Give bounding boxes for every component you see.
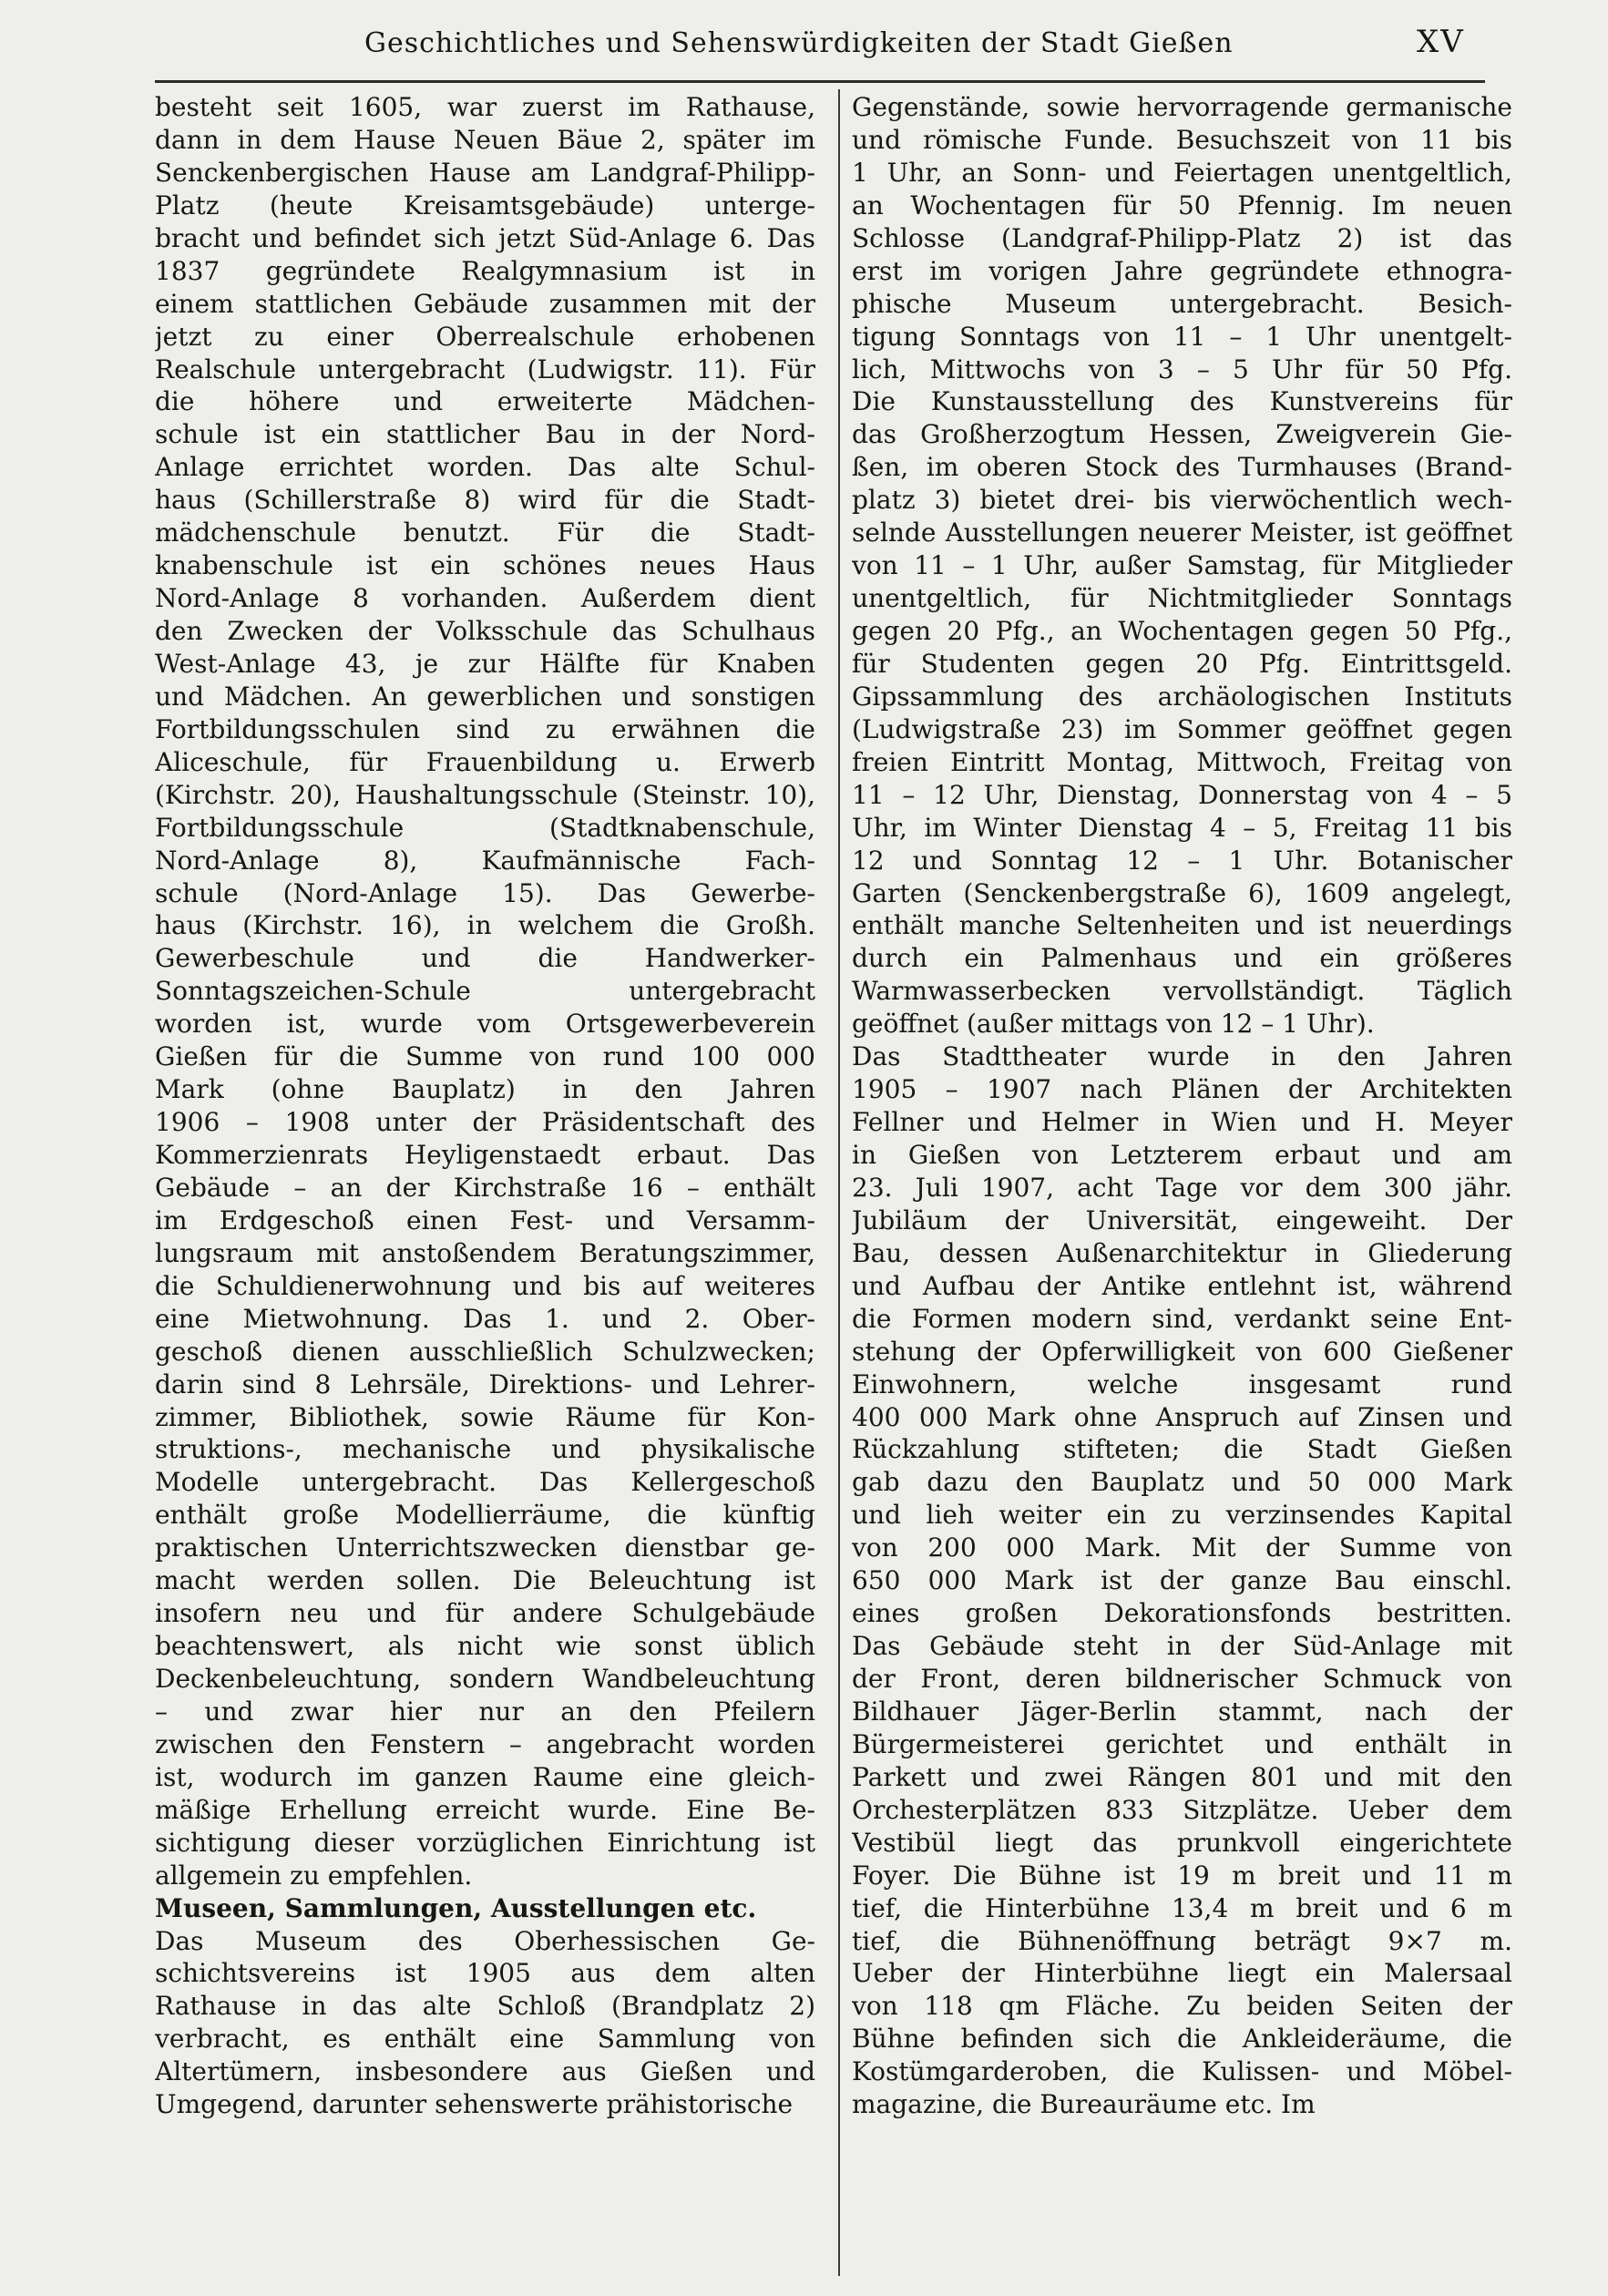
right-column-line: 650 000 Mark ist der ganze Bau einschl. [852,1565,1512,1596]
left-column-line: struktions-, mechanische und physikalische [155,1434,815,1465]
right-column-line: Bildhauer Jäger-Berlin stammt, nach der [852,1696,1512,1727]
header-rule [155,80,1485,83]
left-column-line: Fortbildungsschule (Stadtknabenschule, [155,812,815,843]
left-column-line: Museen, Sammlungen, Ausstellungen etc. [155,1892,757,1923]
left-column-line: knabenschule ist ein schönes neues Haus [155,550,815,581]
left-column-line: verbracht, es enthält eine Sammlung von [155,2024,815,2055]
left-column-line: 1906 – 1908 unter der Präsidentschaft des [155,1107,815,1138]
right-column [852,91,1512,2278]
left-column-line: ist, wodurch im ganzen Raume eine gleich- [155,1761,815,1792]
right-column-line: die Formen modern sind, verdankt seine Ent- [852,1303,1512,1334]
right-column-line: 12 und Sonntag 12 – 1 Uhr. Botanischer [852,845,1512,876]
left-column-line: Nord-Anlage 8), Kaufmännische Fach- [155,845,815,876]
right-column-line: tief, die Bühnenöffnung beträgt 9×7 m. [852,1925,1512,1956]
left-column-line: Senckenbergischen Hause am Landgraf-Philipp- [155,157,815,188]
right-column-line: platz 3) bietet drei- bis vierwöchentlich wech- [852,485,1512,516]
left-column-line: darin sind 8 Lehrsäle, Direktions- und Lehrer- [155,1368,815,1399]
right-column-line: Parkett und zwei Rängen 801 und mit den [852,1761,1512,1792]
right-column-line: (Ludwigstraße 23) im Sommer geöffnet gegen [852,713,1512,744]
right-column-line: Das Stadttheater wurde in den Jahren [852,1041,1512,1072]
left-column-line: macht werden sollen. Die Beleuchtung ist [155,1565,815,1596]
left-column-line: Mark (ohne Bauplatz) in den Jahren [155,1074,815,1105]
left-column-line: beachtenswert, als nicht wie sonst üblich [155,1631,815,1662]
left-column-line: einem stattlichen Gebäude zusammen mit der [155,288,815,319]
right-column-line: phische Museum untergebracht. Besich- [852,288,1512,319]
left-column-line: worden ist, wurde vom Ortsgewerbeverein [155,1009,815,1040]
right-column-line: für Studenten gegen 20 Pfg. Eintrittsgeld. [852,648,1512,679]
right-column-line: eines großen Dekorationsfonds bestritten. [852,1598,1512,1629]
right-column-line: 1 Uhr, an Sonn- und Feiertagen unentgeltlich, [852,157,1512,188]
right-column-line: Bühne befinden sich die Ankleideräume, die [852,2024,1512,2055]
left-column-line: Nord-Anlage 8 vorhanden. Außerdem dient [155,583,815,614]
right-column-line: Warmwasserbecken vervollständigt. Täglich [852,976,1512,1007]
left-column-line: Fortbildungsschulen sind zu erwähnen die [155,713,815,744]
left-column-line: geschoß dienen ausschließlich Schulzwecken; [155,1336,815,1367]
left-column-line: mädchenschule benutzt. Für die Stadt- [155,518,815,548]
right-column-line: 400 000 Mark ohne Anspruch auf Zinsen und [852,1401,1512,1432]
right-column-line: lich, Mittwochs von 3 – 5 Uhr für 50 Pfg. [852,354,1512,384]
right-column-line: und römische Funde. Besuchszeit von 11 bis [852,124,1512,155]
left-column-line: im Erdgeschoß einen Fest- und Versamm- [155,1204,815,1235]
right-column-line: von 200 000 Mark. Mit der Summe von [852,1532,1512,1563]
left-column-line: Deckenbeleuchtung, sondern Wandbeleuchtung [155,1664,815,1694]
right-column-line: selnde Ausstellungen neuerer Meister, ist geöffnet [852,518,1512,548]
right-column-line: 11 – 12 Uhr, Dienstag, Donnerstag von 4 – 5 [852,779,1512,810]
left-column-line: Altertümern, insbesondere aus Gießen und [155,2056,815,2087]
right-column-line: Orchesterplätzen 833 Sitzplätze. Ueber dem [852,1794,1512,1825]
right-column-line: enthält manche Seltenheiten und ist neuerdings [852,910,1512,941]
left-column-line: Umgegend, darunter sehenswerte prähistorische [155,2089,794,2120]
left-column-line: praktischen Unterrichtszwecken dienstbar ge- [155,1532,815,1563]
right-column-line: Fellner und Helmer in Wien und H. Meyer [852,1107,1512,1138]
right-column-line: an Wochentagen für 50 Pfennig. Im neuen [852,190,1512,220]
left-column-line: jetzt zu einer Oberrealschule erhobenen [155,321,815,352]
left-column-line: schule (Nord-Anlage 15). Das Gewerbe- [155,877,815,908]
right-column-line: 1905 – 1907 nach Plänen der Architekten [852,1074,1512,1105]
running-head: Geschichtliches und Sehenswürdigkeiten der Stadt Gießen [364,27,1234,59]
page-number: XV [1417,24,1465,60]
left-column-line: – und zwar hier nur an den Pfeilern [155,1696,815,1727]
right-column-line: und Aufbau der Antike entlehnt ist, während [852,1270,1512,1301]
right-column-line: von 118 qm Fläche. Zu beiden Seiten der [852,1991,1512,2022]
right-column-line: Jubiläum der Universität, eingeweiht. Der [852,1204,1512,1235]
left-column-line: allgemein zu empfehlen. [155,1860,473,1891]
right-column-line: in Gießen von Letzterem erbaut und am [852,1140,1512,1170]
left-column-line: Gewerbeschule und die Handwerker- [155,943,815,974]
right-column-line: Foyer. Die Bühne ist 19 m breit und 11 m [852,1860,1512,1891]
left-column-line: Gießen für die Summe von rund 100 000 [155,1041,815,1072]
right-column-line: Uhr, im Winter Dienstag 4 – 5, Freitag 11 bis [852,812,1512,843]
left-column-line: sichtigung dieser vorzüglichen Einrichtung ist [155,1827,815,1858]
left-column-line: schichtsvereins ist 1905 aus dem alten [155,1958,815,1989]
left-column-line: die höhere und erweiterte Mädchen- [155,386,815,417]
left-column-line: Das Museum des Oberhessischen Ge- [155,1925,815,1956]
right-column-line: Gegenstände, sowie hervorragende germanische [852,92,1512,122]
right-column-line: Bürgermeisterei gerichtet und enthält in [852,1728,1512,1759]
right-column-line: Die Kunstausstellung des Kunstvereins für [852,386,1512,417]
left-column-line: schule ist ein stattlicher Bau in der Nord- [155,419,815,450]
left-column-line: eine Mietwohnung. Das 1. und 2. Ober- [155,1303,815,1334]
right-column-line: Garten (Senckenbergstraße 6), 1609 angelegt, [852,877,1512,908]
right-column-line: von 11 – 1 Uhr, außer Samstag, für Mitglieder [852,550,1512,581]
right-column-line: erst im vorigen Jahre gegründete ethnogra- [852,255,1512,286]
left-column-line: Platz (heute Kreisamtsgebäude) unterge- [155,190,815,220]
left-column-line: lungsraum mit anstoßendem Beratungszimmer, [155,1237,815,1268]
left-column-line: Realschule untergebracht (Ludwigstr. 11). Für [155,354,815,384]
left-column-line: haus (Kirchstr. 16), in welchem die Großh. [155,910,815,941]
right-column-line: 23. Juli 1907, acht Tage vor dem 300 jähr. [852,1172,1512,1203]
right-column-line: das Großherzogtum Hessen, Zweigverein Gie- [852,419,1512,450]
left-column-line: insofern neu und für andere Schulgebäude [155,1598,815,1629]
left-column-line: die Schuldienerwohnung und bis auf weiteres [155,1270,815,1301]
right-column-line: ßen, im oberen Stock des Turmhauses (Brand- [852,452,1512,483]
right-column-line: Kostümgarderoben, die Kulissen- und Möbel- [852,2056,1512,2087]
right-column-line: Schlosse (Landgraf-Philipp-Platz 2) ist das [852,222,1512,253]
right-column-line: Rückzahlung stifteten; die Stadt Gießen [852,1434,1512,1465]
left-column-line: West-Anlage 43, je zur Hälfte für Knaben [155,648,815,679]
left-column-line: zwischen den Fenstern – angebracht worden [155,1728,815,1759]
left-column-line: Kommerzienrats Heyligenstaedt erbaut. Das [155,1140,815,1170]
left-column-line: enthält große Modellierräume, die künftig [155,1500,815,1531]
right-column-line: und lieh weiter ein zu verzinsendes Kapital [852,1500,1512,1531]
right-column-line: Ueber der Hinterbühne liegt ein Malersaal [852,1958,1512,1989]
right-column-line: Das Gebäude steht in der Süd-Anlage mit [852,1631,1512,1662]
left-column-line: den Zwecken der Volksschule das Schulhaus [155,616,815,646]
right-column-line: unentgeltlich, für Nichtmitglieder Sonntags [852,583,1512,614]
right-column-line: Bau, dessen Außenarchitektur in Gliederung [852,1237,1512,1268]
right-column-line: Gipssammlung des archäologischen Instituts [852,681,1512,712]
left-column-line: Anlage errichtet worden. Das alte Schul- [155,452,815,483]
column-divider [838,89,840,2276]
right-column-line: stehung der Opferwilligkeit von 600 Gießener [852,1336,1512,1367]
left-column-line: (Kirchstr. 20), Haushaltungsschule (Steinstr. 10), [155,779,815,810]
right-column-line: Vestibül liegt das prunkvoll eingerichtete [852,1827,1512,1858]
left-column-line: mäßige Erhellung erreicht wurde. Eine Be- [155,1794,815,1825]
left-column-line: besteht seit 1605, war zuerst im Rathause, [155,92,815,122]
left-column-line: bracht und befindet sich jetzt Süd-Anlage 6. Das [155,222,815,253]
left-column-line: Modelle untergebracht. Das Kellergeschoß [155,1467,815,1498]
right-column-line: durch ein Palmenhaus und ein größeres [852,943,1512,974]
right-column-line: Einwohnern, welche insgesamt rund [852,1368,1512,1399]
right-column-line: gab dazu den Bauplatz und 50 000 Mark [852,1467,1512,1498]
left-column-line: zimmer, Bibliothek, sowie Räume für Kon- [155,1401,815,1432]
right-column-line: tief, die Hinterbühne 13,4 m breit und 6 m [852,1892,1512,1923]
left-column-line: Aliceschule, für Frauenbildung u. Erwerb [155,746,815,777]
right-column-line: magazine, die Bureauräume etc. Im [852,2089,1316,2120]
left-column-line: Sonntagszeichen-Schule untergebracht [155,976,815,1007]
left-column-line: Rathause in das alte Schloß (Brandplatz 2) [155,1991,815,2022]
right-column-line: der Front, deren bildnerischer Schmuck von [852,1664,1512,1694]
right-column-line: geöffnet (außer mittags von 12 – 1 Uhr). [852,1009,1375,1040]
right-column-line: freien Eintritt Montag, Mittwoch, Freitag von [852,746,1512,777]
right-column-line: gegen 20 Pfg., an Wochentagen gegen 50 Pfg., [852,616,1512,646]
left-column-line: Gebäude – an der Kirchstraße 16 – enthält [155,1172,815,1203]
left-column-line: haus (Schillerstraße 8) wird für die Stadt- [155,485,815,516]
left-column-line: 1837 gegründete Realgymnasium ist in [155,255,815,286]
left-column-line: und Mädchen. An gewerblichen und sonstigen [155,681,815,712]
left-column [155,91,815,2278]
left-column-line: dann in dem Hause Neuen Bäue 2, später im [155,124,815,155]
right-column-line: tigung Sonntags von 11 – 1 Uhr unentgelt- [852,321,1512,352]
